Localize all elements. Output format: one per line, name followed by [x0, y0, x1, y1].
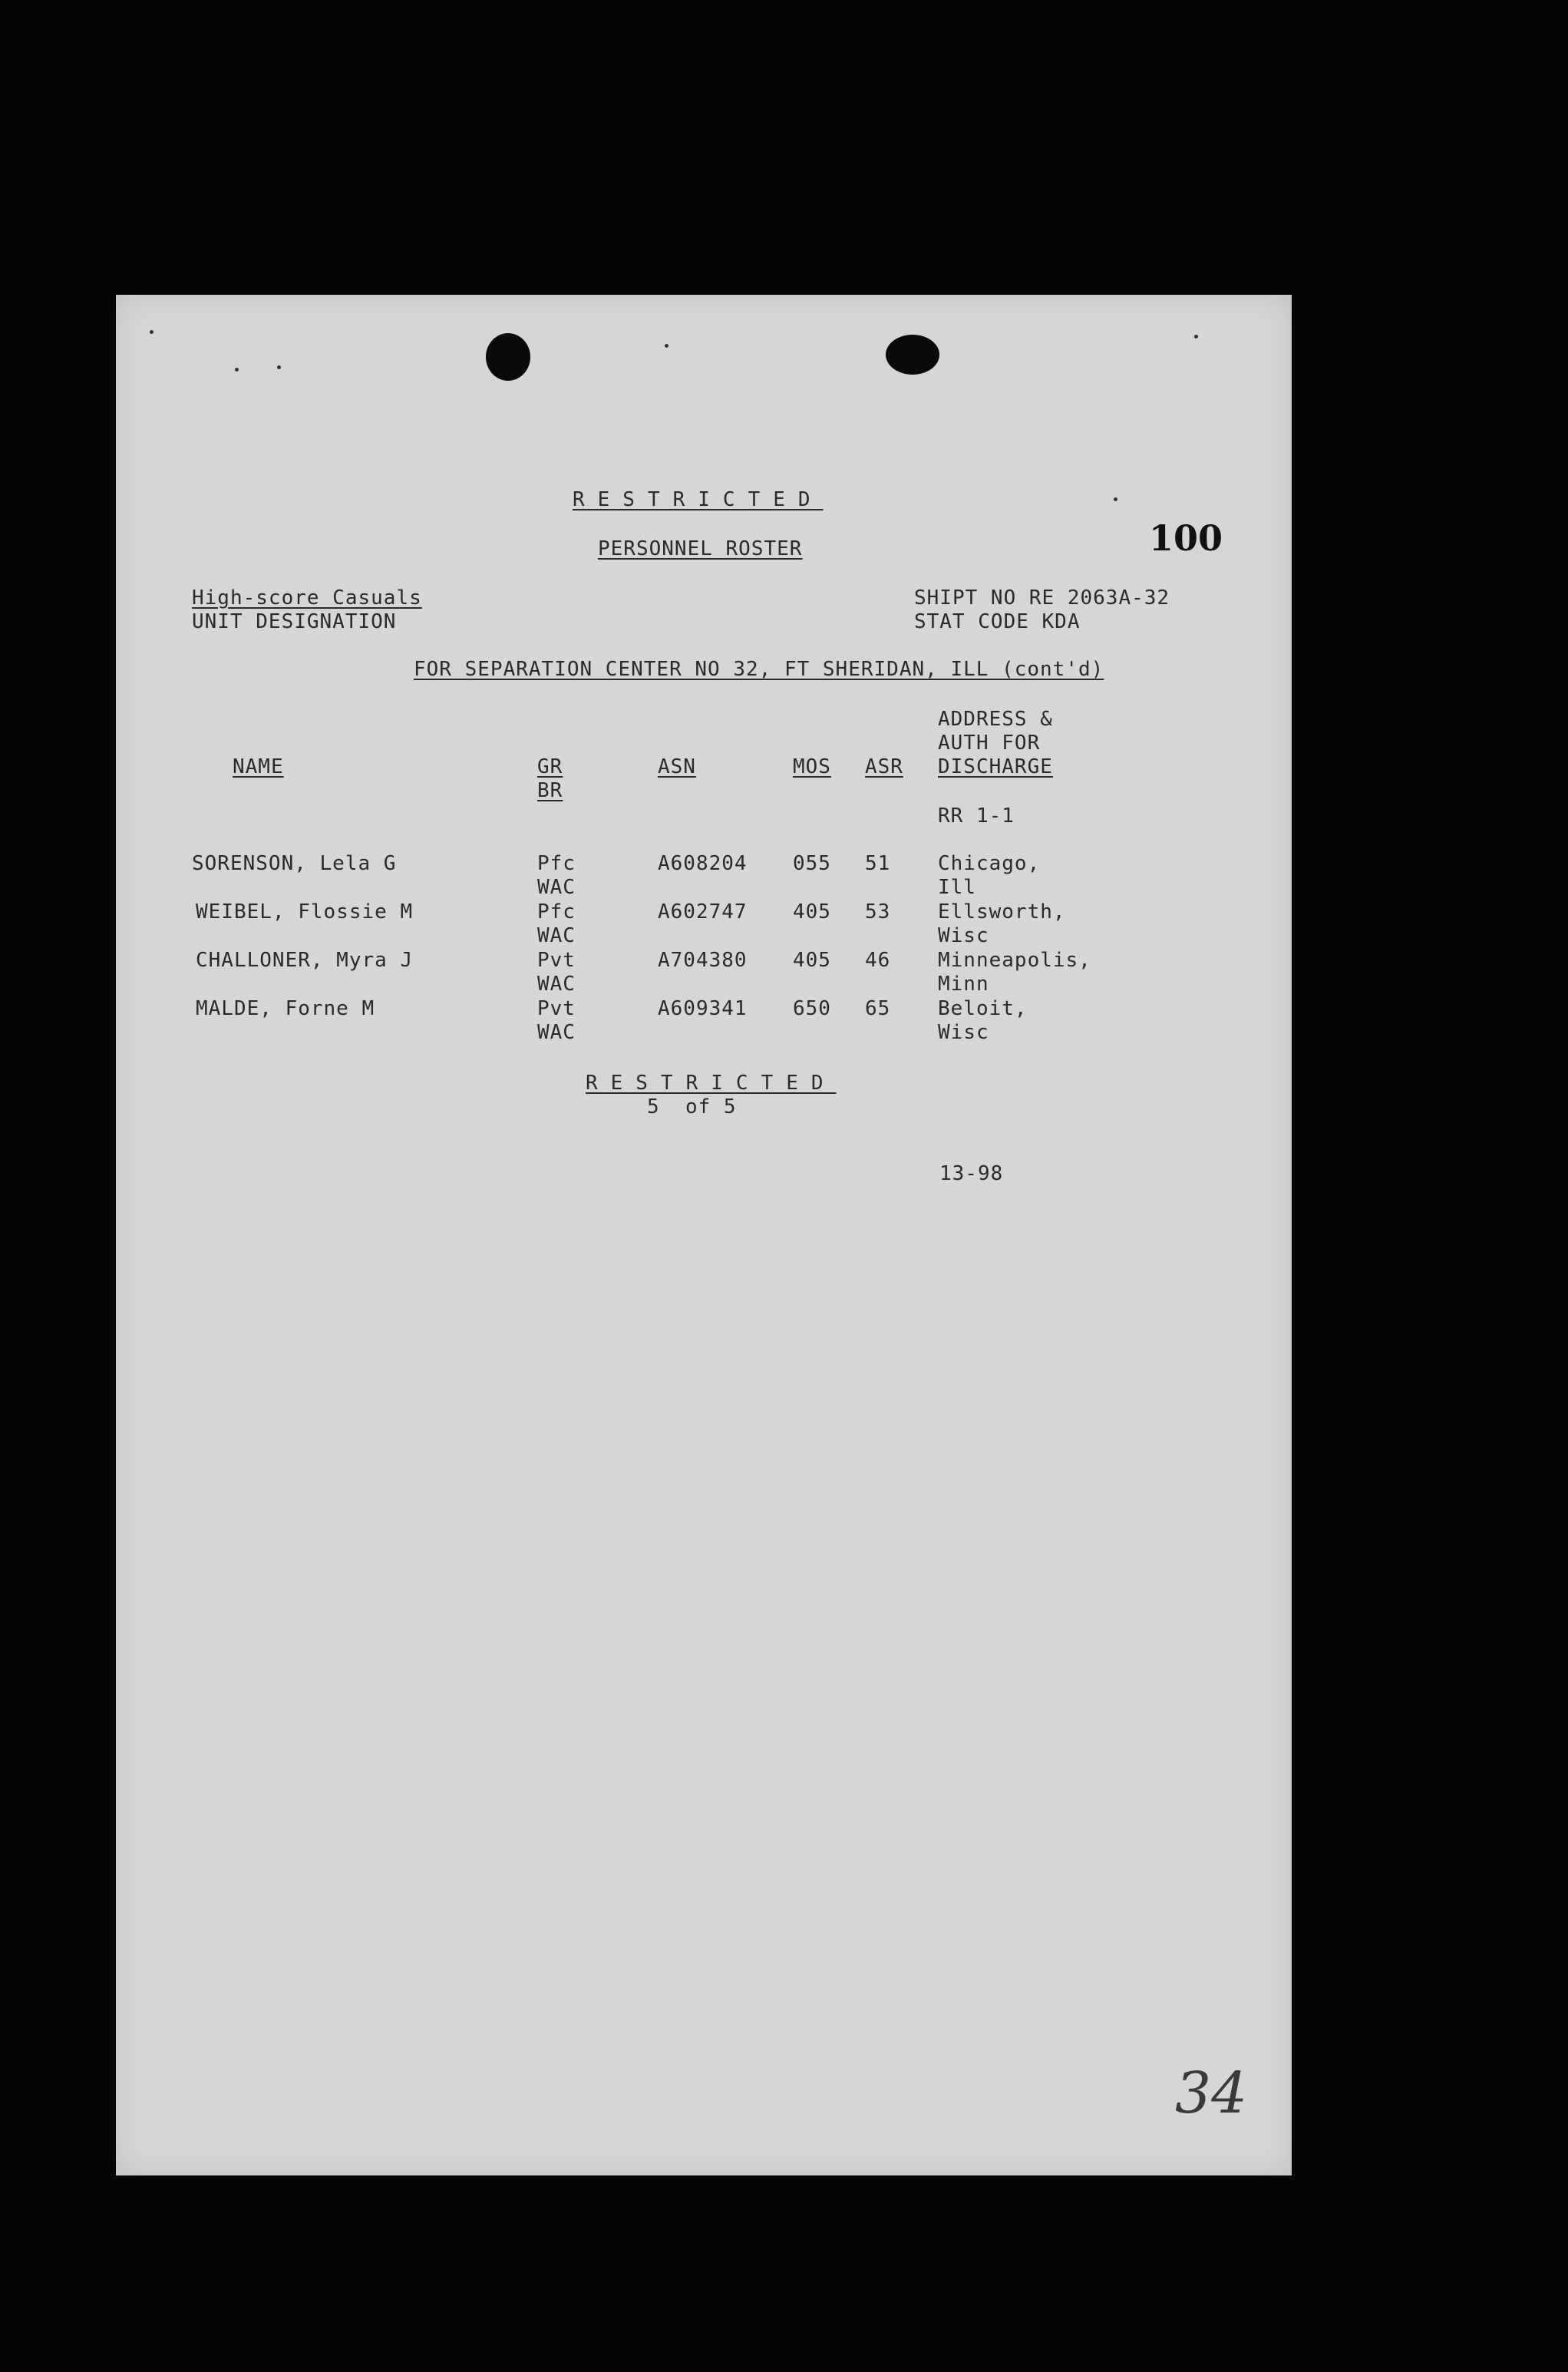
row-asn: A602747	[658, 900, 748, 923]
address-header-line3: DISCHARGE	[938, 755, 1053, 778]
row-name: CHALLONER, Myra J	[196, 949, 414, 972]
row-grade: Pvt	[537, 949, 576, 972]
roster-row	[116, 997, 1292, 1045]
address-header-line2: AUTH FOR	[938, 732, 1041, 755]
name-column-header: NAME	[233, 755, 284, 778]
roster-title: PERSONNEL ROSTER	[598, 537, 803, 560]
row-name: SORENSON, Lela G	[192, 852, 397, 875]
row-city: Minneapolis,	[938, 949, 1091, 972]
reference-number: 13-98	[939, 1162, 1004, 1185]
paper-speck	[150, 330, 153, 334]
row-asn: A608204	[658, 852, 748, 875]
row-asr: 65	[865, 997, 891, 1020]
row-asn: A609341	[658, 997, 748, 1020]
stat-code: STAT CODE KDA	[914, 610, 1081, 633]
row-asr: 46	[865, 949, 891, 972]
address-header-line1: ADDRESS &	[938, 708, 1053, 731]
handwritten-page-number: 34	[1175, 2060, 1248, 2126]
row-mos: 405	[793, 949, 831, 972]
roster-row	[116, 949, 1292, 996]
row-branch: WAC	[537, 876, 576, 899]
unit-designation-label: UNIT DESIGNATION	[192, 610, 397, 633]
paper-speck	[235, 368, 239, 372]
row-name: WEIBEL, Flossie M	[196, 900, 414, 923]
page-count: 5 of 5	[647, 1095, 737, 1118]
row-mos: 055	[793, 852, 831, 875]
paper-speck	[1114, 497, 1117, 501]
row-name: MALDE, Forne M	[196, 997, 375, 1020]
row-branch: WAC	[537, 1021, 576, 1044]
paper-speck	[1194, 335, 1198, 339]
punch-hole-right	[886, 335, 939, 375]
row-asn: A704380	[658, 949, 748, 972]
row-grade: Pvt	[537, 997, 576, 1020]
restricted-heading-bottom: RESTRICTED	[586, 1072, 837, 1095]
row-state: Minn	[938, 973, 989, 996]
discharge-authority: RR 1-1	[938, 804, 1015, 828]
asn-column-header: ASN	[658, 755, 696, 778]
row-state: Ill	[938, 876, 976, 899]
row-city: Beloit,	[938, 997, 1028, 1020]
row-state: Wisc	[938, 1021, 989, 1044]
row-branch: WAC	[537, 924, 576, 947]
row-grade: Pfc	[537, 900, 576, 923]
unit-name: High-score Casuals	[192, 586, 422, 610]
roster-page	[116, 295, 1292, 2175]
roster-row	[116, 852, 1292, 900]
stamp-number: 100	[1149, 517, 1223, 559]
row-branch: WAC	[537, 973, 576, 996]
branch-column-header: BR	[537, 779, 563, 802]
row-asr: 53	[865, 900, 891, 923]
row-mos: 650	[793, 997, 831, 1020]
row-mos: 405	[793, 900, 831, 923]
roster-row	[116, 900, 1292, 948]
paper-speck	[665, 344, 668, 348]
separation-center-heading: FOR SEPARATION CENTER NO 32, FT SHERIDAN, ILL (cont'd)	[414, 658, 1104, 681]
row-city: Ellsworth,	[938, 900, 1066, 923]
row-asr: 51	[865, 852, 891, 875]
mos-column-header: MOS	[793, 755, 831, 778]
row-state: Wisc	[938, 924, 989, 947]
grade-column-header: GR	[537, 755, 563, 778]
restricted-heading-top: RESTRICTED	[573, 488, 824, 511]
paper-speck	[277, 365, 281, 369]
row-grade: Pfc	[537, 852, 576, 875]
asr-column-header: ASR	[865, 755, 903, 778]
shipment-number: SHIPT NO RE 2063A-32	[914, 586, 1170, 610]
punch-hole-left	[486, 333, 530, 381]
row-city: Chicago,	[938, 852, 1041, 875]
